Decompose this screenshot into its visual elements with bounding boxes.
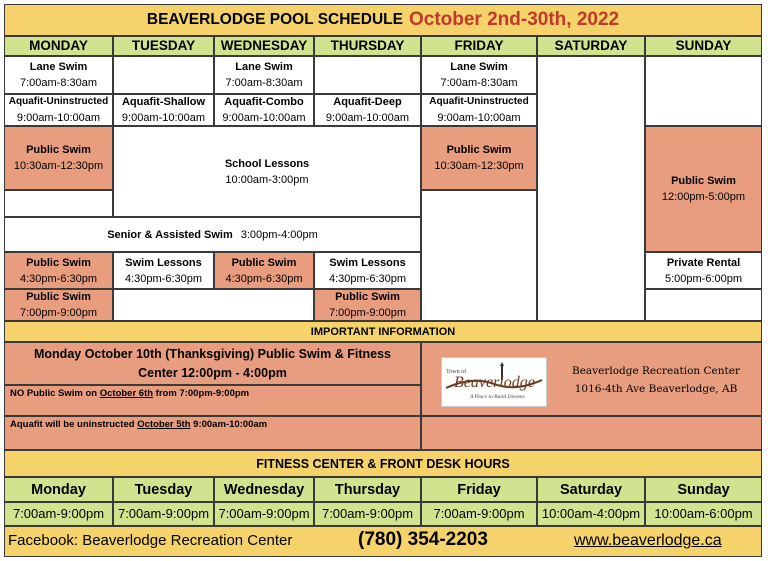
beaverlodge-logo [441,357,547,407]
event-time: 9:00am-10:00am [325,112,410,124]
friday-lane-swim [421,56,537,94]
fitness-day-friday: Friday [421,477,537,502]
day-header-tuesday: TUESDAY [113,36,214,56]
wednesday-aquafit-combo [214,94,314,126]
event-time: 7:00pm-9:00pm [19,307,98,319]
tuesday-aquafit-shallow [113,94,214,126]
event-time: 9:00am-10:00am [16,112,101,124]
no-public-swim-notice [4,385,421,416]
rec-center-address: 1016-4th Ave Beaverlodge, AB [574,383,738,395]
event-name: Aquafit-Deep [333,96,402,108]
monday-lane-swim [4,56,113,94]
monday-public-swim-morning [4,126,113,190]
event-time: 4:30pm-6:30pm [225,272,303,285]
event-name: Swim Lessons [125,256,202,269]
fitness-day-sunday: Sunday [645,477,762,502]
event-name: Aquafit-Uninstructed [8,96,109,107]
event-time: 7:00pm-9:00pm [328,307,407,319]
event-time: 4:30pm-6:30pm [19,272,98,285]
event-name: Aquafit-Uninstructed [429,96,529,107]
event-time: 4:30pm-6:30pm [124,272,203,285]
fitness-day-thursday: Thursday [314,477,421,502]
sunday-public-swim [645,126,762,252]
rec-center-panel-lower [421,416,762,450]
day-header-wednesday: WEDNESDAY [214,36,314,56]
event-name: Lane Swim [29,61,88,73]
notice-date: October 6th [99,388,154,399]
event-name: Aquafit-Combo [224,96,304,108]
event-time: 9:00am-10:00am [121,112,206,124]
wednesday-public-swim-afternoon [214,252,314,289]
day-header-thursday: THURSDAY [314,36,421,56]
event-time: 9:00am-10:00am [437,112,521,124]
day-header-saturday: SATURDAY [537,36,645,56]
sunday-private-rental [645,252,762,289]
fitness-hours-saturday: 10:00am-4:00pm [537,502,645,526]
event-time: 4:30pm-6:30pm [328,272,407,285]
sunday-empty-cell [645,56,762,126]
monday-aquafit-uninstructed [4,94,113,126]
rec-center-info [552,362,760,398]
monday-public-swim-evening [4,289,113,321]
school-lessons [113,126,421,217]
schedule-title [4,4,762,36]
monday-public-swim-afternoon [4,252,113,289]
friday-public-swim-morning [421,126,537,190]
event-name: Public Swim [671,175,736,187]
aquafit-notice [4,416,421,450]
friday-aquafit-uninstructed [421,94,537,126]
event-time: 5:00pm-6:00pm [664,272,743,285]
event-name: Aquafit-Shallow [121,96,206,108]
thanksgiving-line-1: Monday October 10th (Thanksgiving) Public Swim & Fitness [34,346,391,361]
event-time: 7:00am-8:30am [440,77,518,89]
logo-name: Beaverlodge [454,374,535,391]
event-name: School Lessons [224,157,310,170]
fitness-hours-header: FITNESS CENTER & FRONT DESK HOURS [4,450,762,477]
thanksgiving-notice [4,342,421,385]
event-name: Senior & Assisted Swim [107,228,233,241]
event-time: 7:00am-8:30am [225,77,303,89]
notice-text: from 7:00pm-9:00pm [153,388,250,399]
event-name: Public Swim [446,144,512,156]
thanksgiving-line-2: Center 12:00pm - 4:00pm [138,365,287,380]
tuesday-wednesday-empty-cell [113,289,314,321]
fitness-day-tuesday: Tuesday [113,477,214,502]
logo-town: Town of [446,369,467,375]
day-header-monday: MONDAY [4,36,113,56]
fitness-hours-tuesday: 7:00am-9:00pm [113,502,214,526]
important-info-header: IMPORTANT INFORMATION [4,321,762,342]
event-time: 10:00am-3:00pm [225,173,309,186]
thursday-swim-lessons [314,252,421,289]
event-time: 10:30am-12:30pm [434,160,524,172]
website-link[interactable]: www.beaverlodge.ca [574,532,722,549]
sunday-empty-cell [645,289,762,321]
event-name: Public Swim [335,291,400,303]
fitness-day-wednesday: Wednesday [214,477,314,502]
fitness-day-monday: Monday [4,477,113,502]
fitness-day-saturday: Saturday [537,477,645,502]
wednesday-lane-swim [214,56,314,94]
facebook-text: Facebook: Beaverlodge Recreation Center [8,532,293,549]
notice-text: Aquafit will be uninstructed [10,419,138,430]
event-name: Public Swim [26,291,91,303]
title-dates: October 2nd-30th, 2022 [408,9,620,30]
logo-tagline: A Place to Build Dreams [470,394,525,400]
thursday-empty-cell [314,56,421,94]
fitness-hours-friday: 7:00am-9:00pm [421,502,537,526]
friday-empty-cell [421,190,537,321]
tuesday-empty-cell [113,56,214,94]
event-name: Public Swim [231,256,297,269]
fitness-hours-wednesday: 7:00am-9:00pm [214,502,314,526]
day-header-friday: FRIDAY [421,36,537,56]
event-time: 7:00am-8:30am [19,77,98,89]
rec-center-name: Beaverlodge Recreation Center [572,365,740,377]
fitness-hours-sunday: 10:00am-6:00pm [645,502,762,526]
event-name: Public Swim [26,256,91,269]
event-name: Swim Lessons [329,256,406,269]
notice-date: October 5th [137,419,191,430]
day-header-sunday: SUNDAY [645,36,762,56]
event-name: Lane Swim [235,61,293,73]
monday-empty-cell [4,190,113,217]
event-time: 9:00am-10:00am [222,112,306,124]
notice-text: NO Public Swim on [10,388,100,399]
event-name: Lane Swim [450,61,508,73]
saturday-empty-column [537,56,645,321]
fitness-hours-monday: 7:00am-9:00pm [4,502,113,526]
event-name: Public Swim [26,144,91,156]
event-name: Private Rental [666,256,741,269]
event-time: 10:30am-12:30pm [13,160,104,172]
event-time: 12:00pm-5:00pm [661,191,746,203]
senior-assisted-swim [4,217,421,252]
notice-text: 9:00am-10:00am [190,419,268,430]
thursday-public-swim-evening [314,289,421,321]
title-prefix: BEAVERLODGE POOL SCHEDULE [146,11,403,28]
phone-number: (780) 354-2203 [358,529,488,550]
tuesday-swim-lessons [113,252,214,289]
fitness-hours-thursday: 7:00am-9:00pm [314,502,421,526]
thursday-aquafit-deep [314,94,421,126]
event-time: 3:00pm-4:00pm [240,228,318,241]
